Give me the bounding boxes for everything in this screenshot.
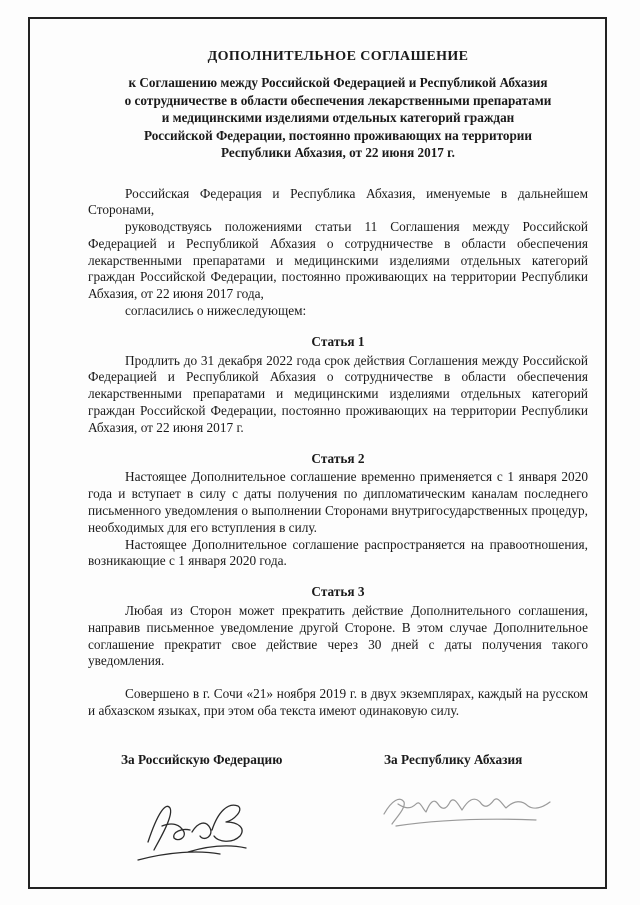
signature-label-abkhazia: За Республику Абхазия	[384, 752, 523, 767]
article-2-heading: Статья 2	[311, 450, 365, 466]
signature-label-russia: За Российскую Федерацию	[121, 752, 283, 767]
subtitle-line: к Соглашению между Российской Федерацией и Республикой Абхазия	[128, 75, 548, 90]
subtitle-line: Республики Абхазия, от 22 июня 2017 г.	[221, 145, 455, 160]
signature-abkhazia-handwritten	[376, 774, 556, 844]
article-2-paragraph: Настоящее Дополнительное соглашение распространяется на правоотношения, возникающие с 1 января 2020 года.	[88, 536, 588, 569]
subtitle-line: Российской Федерации, постоянно проживающих на территории	[143, 127, 533, 143]
closing-statement: Совершено в г. Сочи «21» ноября 2019 г. в двух экземплярах, каждый на русском и абхазском языках, при этом оба текста имеют одинаковую силу.	[88, 686, 588, 719]
article-1-paragraph: Продлить до 31 декабря 2022 года срок действия Соглашения между Российской Федерацией и Республикой Абхазия о сотрудничестве в области обеспечения лекарственными препаратами и медицинскими изделиями отдельных категорий граждан Российской Федерации, постоянно проживающих на территории Республики Абхазия, от 22 июня 2017 г.	[88, 352, 588, 435]
preamble-agreed: согласились о нижеследующем:	[125, 303, 307, 319]
subtitle-line: о сотрудничестве в области обеспечения лекарственными препаратами	[124, 92, 552, 108]
article-3-heading: Статья 3	[311, 584, 365, 600]
preamble-guided-by: руководствуясь положениями статьи 11 Соглашения между Российской Федерацией и Республикой Абхазия о сотрудничестве в области обеспечения лекарственными препаратами и медицинскими изделиями отдельных категорий граждан Российской Федерации, постоянно проживающих на территории Республики Абхазия, от 22 июня 2017 года,	[88, 219, 588, 302]
article-3-paragraph: Любая из Сторон может прекратить действие Дополнительного соглашения, направив письменное уведомление другой Стороне. В этом случае Дополнительное соглашение прекратит свое действие через 30 дней с даты получения такого уведомления.	[88, 603, 588, 669]
document-title: ДОПОЛНИТЕЛЬНОЕ СОГЛАШЕНИЕ	[207, 49, 469, 64]
subtitle-line: и медицинскими изделиями отдельных категорий граждан	[161, 110, 515, 125]
preamble-parties: Российская Федерация и Республика Абхазия, именуемые в дальнейшем Сторонами,	[88, 185, 588, 218]
document-subtitle	[88, 74, 588, 162]
article-1-heading: Статья 1	[311, 333, 365, 349]
article-2-paragraph: Настоящее Дополнительное соглашение временно применяется с 1 января 2020 года и вступает в силу с даты получения по дипломатическим каналам последнего письменного уведомления о выполнении Сторонами внутригосударственных процедур, необходимых для его вступления в силу.	[88, 469, 588, 535]
signature-block	[0, 752, 640, 872]
document-body	[88, 48, 588, 720]
signature-russia-handwritten	[128, 772, 268, 867]
